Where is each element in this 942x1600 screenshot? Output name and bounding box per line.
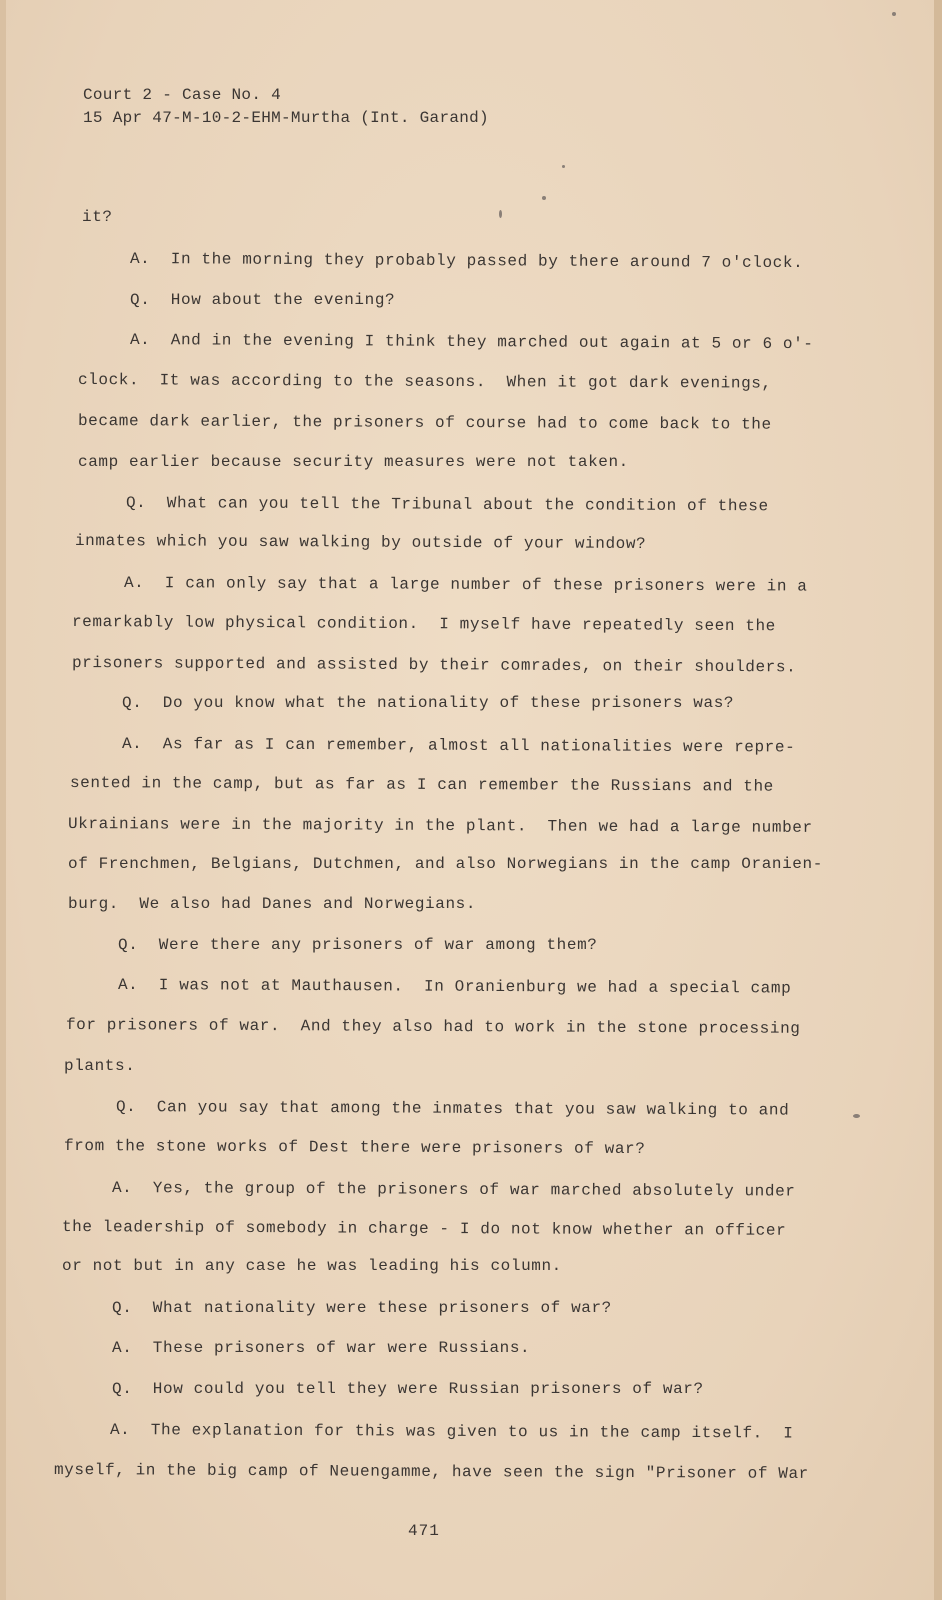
transcript-line: or not but in any case he was leading his column. xyxy=(62,1257,562,1275)
transcript-line: Q. How about the evening? xyxy=(130,291,396,309)
paper-speck xyxy=(892,12,896,16)
transcript-line: sented in the camp, but as far as I can remember the Russians and the xyxy=(69,774,774,796)
transcript-line: A. I can only say that a large number of these prisoners were in a xyxy=(123,574,808,596)
transcript-line: from the stone works of Dest there were prisoners of war? xyxy=(63,1137,646,1159)
transcript-line: A. I was not at Mauthausen. In Oranienburg we had a special camp xyxy=(117,976,792,998)
transcript-line: clock. It was according to the seasons. When it got dark evenings, xyxy=(77,371,772,393)
transcript-line: the leadership of somebody in charge - I do not know whether an officer xyxy=(61,1218,787,1240)
paper-speck xyxy=(562,165,565,168)
transcript-line: Q. How could you tell they were Russian prisoners of war? xyxy=(112,1380,704,1398)
transcript-line: became dark earlier, the prisoners of course had to come back to the xyxy=(77,412,772,434)
paper-speck xyxy=(542,196,546,200)
transcript-line: prisoners supported and assisted by their comrades, on their shoulders. xyxy=(71,654,797,677)
paper-speck xyxy=(853,1114,860,1118)
transcript-line: camp earlier because security measures were not taken. xyxy=(78,453,629,471)
transcript-line: A. These prisoners of war were Russians. xyxy=(112,1339,531,1357)
transcript-line: burg. We also had Danes and Norwegians. xyxy=(68,895,477,913)
transcript-line: it? xyxy=(82,208,113,226)
transcript-line: plants. xyxy=(64,1057,136,1075)
page-header xyxy=(83,84,489,130)
transcript-line: remarkably low physical condition. I myself have repeatedly seen the xyxy=(71,613,776,636)
page-number: 471 xyxy=(408,1522,440,1540)
transcript-line: A. As far as I can remember, almost all nationalities were repre- xyxy=(121,735,796,757)
record-reference: 15 Apr 47-M-10-2-EHM-Murtha (Int. Garand) xyxy=(83,109,489,127)
transcript-line: Q. Can you say that among the inmates that you saw walking to and xyxy=(115,1098,790,1120)
transcript-line: Q. What can you tell the Tribunal about the condition of these xyxy=(125,494,769,516)
transcript-line: A. In the morning they probably passed by there around 7 o'clock. xyxy=(129,250,804,273)
transcript-line: for prisoners of war. And they also had to work in the stone processing xyxy=(65,1016,801,1038)
transcript-line: myself, in the big camp of Neuengamme, have seen the sign "Prisoner of War xyxy=(53,1461,809,1483)
transcript-line: A. Yes, the group of the prisoners of war marched absolutely under xyxy=(111,1179,796,1201)
transcript-line: of Frenchmen, Belgians, Dutchmen, and also Norwegians in the camp Oranien- xyxy=(68,855,823,873)
paper-speck xyxy=(499,210,502,218)
transcript-line: A. And in the evening I think they marched out again at 5 or 6 o'- xyxy=(129,331,814,354)
transcript-line: Q. What nationality were these prisoners of war? xyxy=(112,1299,612,1317)
transcript-line: Ukrainians were in the majority in the plant. Then we had a large number xyxy=(67,815,813,837)
transcript-line: Q. Do you know what the nationality of these prisoners was? xyxy=(122,694,735,712)
transcript-line: A. The explanation for this was given to us in the camp itself. I xyxy=(109,1421,794,1443)
court-case-label: Court 2 - Case No. 4 xyxy=(83,86,282,104)
transcript-line: Q. Were there any prisoners of war among them? xyxy=(118,936,598,954)
transcript-line: inmates which you saw walking by outside of your window? xyxy=(74,532,647,553)
